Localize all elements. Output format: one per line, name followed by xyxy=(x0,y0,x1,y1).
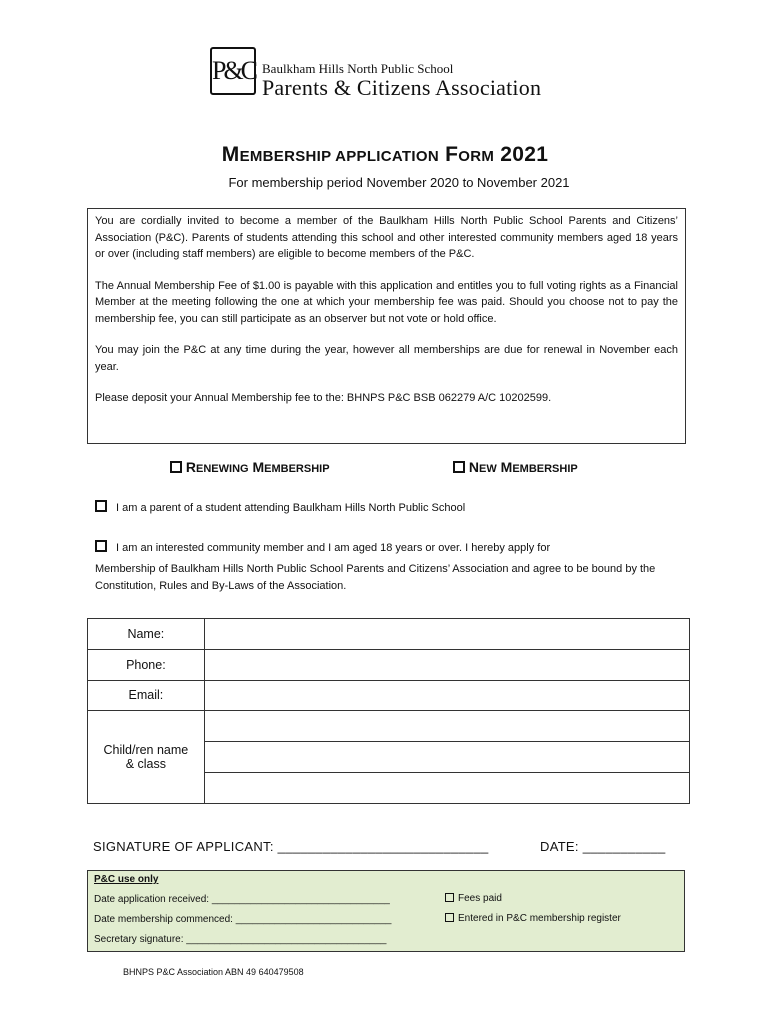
fees-paid-option[interactable]: Fees paid xyxy=(445,893,502,904)
intro-paragraph-3: You may join the P&C at any time during the year, however all memberships are due for renewal in November each year. xyxy=(95,344,678,373)
register-checkbox[interactable] xyxy=(445,913,454,922)
signature-line[interactable]: SIGNATURE OF APPLICANT: ____________________________ xyxy=(93,839,489,854)
name-label: Name: xyxy=(88,619,205,650)
association-name: Parents & Citizens Association xyxy=(262,75,542,100)
children-field-3[interactable] xyxy=(204,772,689,803)
phone-label: Phone: xyxy=(88,649,205,680)
table-row xyxy=(88,619,690,650)
page-title: MEMBERSHIP APPLICATION FORM 2021 xyxy=(221,143,549,166)
community-statement-continued: Membership of Baulkham Hills North Public School Parents and Citizens’ Association and agree to be bound by the Constitution, Rules and By-Laws of the Association. xyxy=(95,563,656,592)
renewing-checkbox[interactable] xyxy=(170,461,182,473)
children-label: Child/ren name & class xyxy=(88,711,205,803)
page-subtitle: For membership period November 2020 to November 2021 xyxy=(228,175,570,190)
logo-text: P&C xyxy=(212,56,256,85)
secretary-signature-line[interactable]: Secretary signature: ____________________________________ xyxy=(94,934,387,945)
email-label: Email: xyxy=(88,680,205,711)
new-checkbox[interactable] xyxy=(453,461,465,473)
name-field[interactable] xyxy=(204,619,689,650)
date-line[interactable]: DATE: ___________ xyxy=(540,839,666,854)
intro-paragraph-4: Please deposit your Annual Membership fee to the: BHNPS P&C BSB 062279 A/C 10202599. xyxy=(95,392,552,404)
table-row xyxy=(88,649,690,680)
school-name: Baulkham Hills North Public School xyxy=(262,61,454,76)
new-membership-option[interactable]: NEW MEMBERSHIP xyxy=(453,459,578,475)
intro-box xyxy=(87,208,686,444)
intro-paragraph-1: You are cordially invited to become a member of the Baulkham Hills North Public School Parents and Citizens’ Association (P&C). Parents of students attending this school and other interested community members aged 18 years or over (including staff members) are eligible to become members of the P&C. xyxy=(95,215,678,260)
children-field-2[interactable] xyxy=(204,742,689,773)
fees-paid-checkbox[interactable] xyxy=(445,893,454,902)
office-use-box xyxy=(87,870,685,952)
table-row xyxy=(88,680,690,711)
office-use-header: P&C use only xyxy=(94,874,159,885)
phone-field[interactable] xyxy=(204,649,689,680)
parent-statement[interactable]: I am a parent of a student attending Baulkham Hills North Public School xyxy=(95,500,465,517)
footer-abn: BHNPS P&C Association ABN 49 640479508 xyxy=(123,967,304,977)
pc-logo-icon xyxy=(210,47,256,95)
community-checkbox[interactable] xyxy=(95,540,107,552)
children-field-1[interactable] xyxy=(204,711,689,742)
date-received-line[interactable]: Date application received: ________________________________ xyxy=(94,894,390,905)
community-statement[interactable]: I am an interested community member and I am aged 18 years or over. I hereby apply for xyxy=(95,540,550,557)
intro-paragraph-2: The Annual Membership Fee of $1.00 is payable with this application and entitles you to full voting rights as a Financial Member at the meeting following the one at which your membership fee was paid. Should you choose not to pay the membership fee, you can still participate as an observer but not vote or hold office. xyxy=(95,279,678,325)
register-option[interactable]: Entered in P&C membership register xyxy=(445,913,621,924)
applicant-details-table xyxy=(87,618,690,804)
date-commenced-line[interactable]: Date membership commenced: ____________________________ xyxy=(94,914,392,925)
renewing-membership-option[interactable]: RENEWING MEMBERSHIP xyxy=(170,459,330,475)
email-field[interactable] xyxy=(204,680,689,711)
parent-checkbox[interactable] xyxy=(95,500,107,512)
table-row xyxy=(88,711,690,742)
